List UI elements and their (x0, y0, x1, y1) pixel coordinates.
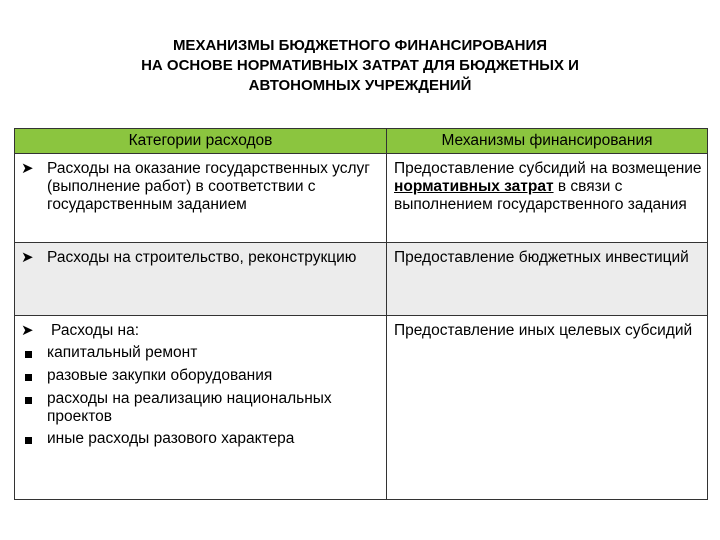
category-cell (15, 243, 387, 316)
category-text: Расходы на строительство, реконструкцию (47, 249, 357, 266)
list-item (21, 344, 382, 363)
table-row (15, 243, 708, 316)
mechanism-text: Предоставление бюджетных инвестиций (394, 249, 689, 266)
header-mechanisms: Механизмы финансирования (387, 129, 708, 154)
category-text: Расходы на: (51, 322, 140, 339)
table-row (15, 154, 708, 243)
mechanism-text-suffix: в связи с выполнением государственного задания (394, 178, 687, 213)
square-bullet-icon (25, 437, 32, 444)
list-item (21, 390, 382, 426)
table-header-row (15, 129, 708, 154)
mechanism-cell (387, 316, 708, 500)
list-item (21, 367, 382, 386)
mechanism-text: Предоставление иных целевых субсидий (394, 322, 693, 339)
square-bullet-icon (25, 374, 32, 381)
category-cell (15, 154, 387, 243)
square-bullet-icon (25, 351, 32, 358)
mechanism-text-prefix: Предоставление субсидий на возмещение (394, 160, 702, 177)
sub-item-text: капитальный ремонт (47, 344, 198, 361)
list-item (21, 430, 382, 449)
sub-item-text: расходы на реализацию национальных проектов (47, 390, 332, 425)
financing-table (14, 128, 708, 500)
arrow-bullet-icon: ➤ (21, 322, 34, 339)
title-line-3: АВТОНОМНЫХ УЧРЕЖДЕНИЙ (248, 77, 472, 94)
category-cell (15, 316, 387, 500)
mechanism-cell (387, 154, 708, 243)
arrow-bullet-icon: ➤ (21, 160, 34, 177)
header-categories: Категории расходов (15, 129, 387, 154)
sub-item-text: разовые закупки оборудования (47, 367, 273, 384)
sub-item-text: иные расходы разового характера (47, 430, 295, 447)
arrow-bullet-icon: ➤ (21, 249, 34, 266)
title-line-1: МЕХАНИЗМЫ БЮДЖЕТНОГО ФИНАНСИРОВАНИЯ (172, 37, 548, 54)
page-title (60, 36, 660, 96)
mechanism-emphasis: нормативных затрат (394, 178, 554, 195)
mechanism-cell (387, 243, 708, 316)
title-line-2: НА ОСНОВЕ НОРМАТИВНЫХ ЗАТРАТ ДЛЯ БЮДЖЕТНЫХ И (141, 57, 579, 74)
category-text: Расходы на оказание государственных услуг (выполнение работ) в соответствии с государственным заданием (47, 160, 370, 213)
square-bullet-icon (25, 397, 32, 404)
table-row (15, 316, 708, 500)
